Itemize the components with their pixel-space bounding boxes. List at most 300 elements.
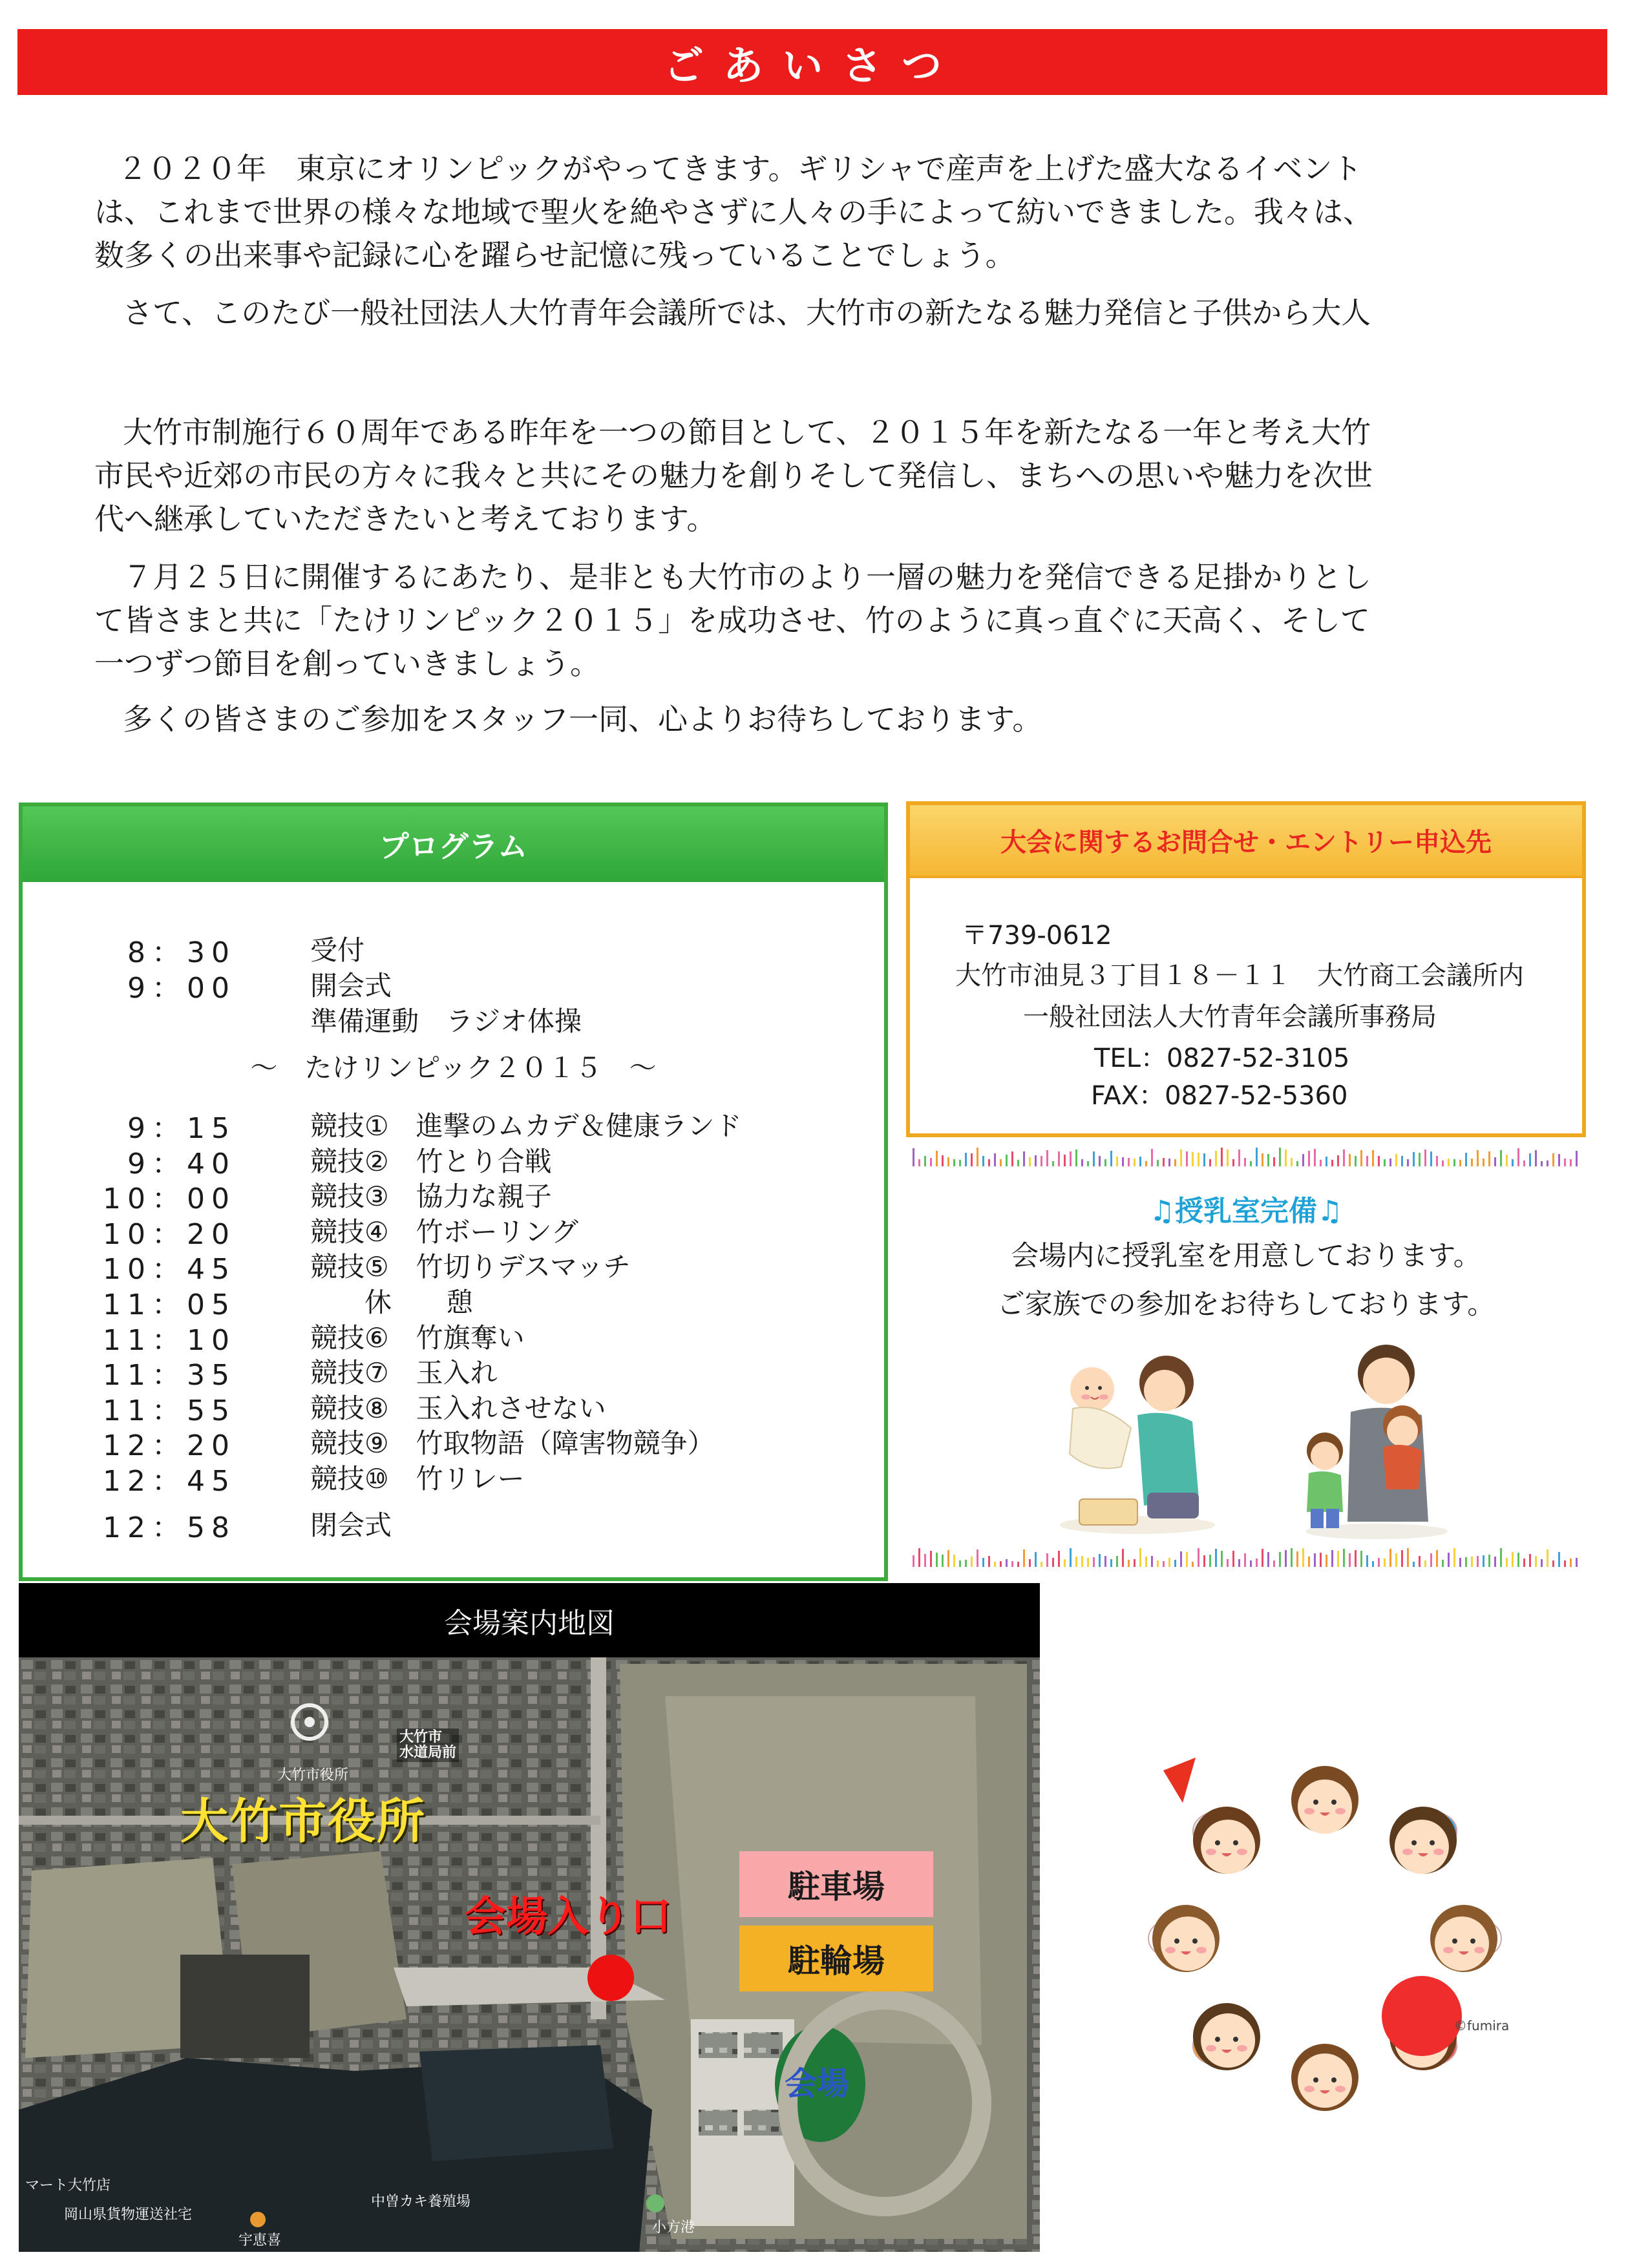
decorative-dash bbox=[1302, 1548, 1304, 1567]
decorative-dash bbox=[1436, 1156, 1438, 1166]
decorative-dash bbox=[1541, 1559, 1543, 1567]
decorative-dash bbox=[1128, 1158, 1130, 1166]
decorative-dash bbox=[1523, 1160, 1525, 1166]
decorative-dash bbox=[1198, 1548, 1199, 1567]
decorative-dash bbox=[1285, 1150, 1287, 1166]
decorative-dash bbox=[1314, 1553, 1316, 1567]
decorative-dash bbox=[1058, 1151, 1060, 1166]
decorative-dash bbox=[1453, 1159, 1455, 1166]
decorative-dash bbox=[1070, 1151, 1072, 1166]
decorative-dash bbox=[977, 1148, 978, 1166]
decorative-dash bbox=[1075, 1150, 1077, 1166]
decorative-dash bbox=[1506, 1558, 1508, 1567]
decorative-dash bbox=[1052, 1161, 1054, 1166]
decorative-dash bbox=[1355, 1156, 1357, 1166]
program-event: 競技④ 竹ボーリング bbox=[310, 1215, 578, 1248]
decorative-dash bbox=[1523, 1559, 1525, 1567]
decorative-dash bbox=[1320, 1553, 1322, 1567]
decorative-dash bbox=[1424, 1150, 1426, 1166]
decorative-dash bbox=[1087, 1161, 1089, 1166]
decorative-dash bbox=[1308, 1557, 1310, 1567]
greeting-line: 一つずつ節目を創っていきましょう。 bbox=[94, 646, 600, 681]
decorative-dash bbox=[947, 1550, 949, 1567]
flag-icon bbox=[1163, 1758, 1196, 1803]
decorative-dash bbox=[1331, 1550, 1333, 1567]
decorative-dash bbox=[1023, 1549, 1025, 1567]
decorative-dash bbox=[1395, 1553, 1397, 1567]
decorative-dash bbox=[1081, 1159, 1083, 1166]
decorative-dash bbox=[982, 1558, 984, 1567]
map-small-label: 大竹市 水道局前 bbox=[397, 1728, 459, 1762]
decorative-dash bbox=[1134, 1159, 1136, 1166]
greeting-title: ごあいさつ bbox=[663, 41, 961, 89]
program-event: 競技⑧ 玉入れさせない bbox=[310, 1392, 606, 1424]
child-figure bbox=[1291, 1766, 1358, 1834]
decorative-dash bbox=[1215, 1151, 1217, 1166]
child-figure bbox=[1291, 2044, 1358, 2111]
decorative-dash bbox=[1198, 1153, 1199, 1166]
decorative-border-bottom bbox=[906, 1548, 1586, 1573]
contact-address: 大竹市油見３丁目１８－１１ 大竹商工会議所内 bbox=[955, 961, 1524, 991]
decorative-dash bbox=[971, 1557, 973, 1567]
decorative-dash bbox=[965, 1560, 967, 1567]
decorative-dash bbox=[1075, 1557, 1077, 1567]
nursing-room-line-2: ご家族での参加をお待ちしております。 bbox=[997, 1288, 1495, 1321]
decorative-dash bbox=[1407, 1548, 1409, 1567]
decorative-dash bbox=[1558, 1154, 1560, 1166]
decorative-dash bbox=[1285, 1550, 1287, 1567]
decorative-dash bbox=[1238, 1150, 1240, 1166]
decorative-dash bbox=[1209, 1159, 1211, 1166]
decorative-dash bbox=[947, 1157, 949, 1166]
decorative-dash bbox=[1320, 1160, 1322, 1166]
program-time: 12：58 bbox=[103, 1511, 236, 1544]
map-small-label: 中曽カキ養殖場 bbox=[371, 2194, 471, 2210]
child-figure bbox=[1193, 2003, 1260, 2070]
program-time: 11：35 bbox=[103, 1359, 236, 1392]
decorative-dash bbox=[1227, 1150, 1229, 1166]
decorative-dash bbox=[1517, 1148, 1519, 1166]
decorative-dash bbox=[1419, 1153, 1421, 1166]
decorative-dash bbox=[1186, 1552, 1188, 1567]
decorative-dash bbox=[1192, 1562, 1194, 1567]
decorative-dash bbox=[1064, 1559, 1066, 1567]
child-figure bbox=[1193, 1807, 1260, 1874]
decorative-dash bbox=[1110, 1559, 1112, 1567]
decorative-dash bbox=[1512, 1159, 1514, 1166]
program-time: 10：00 bbox=[103, 1182, 236, 1216]
program-event: 競技⑤ 竹切りデスマッチ bbox=[310, 1251, 631, 1283]
decorative-dash bbox=[1547, 1549, 1548, 1567]
decorative-dash bbox=[1087, 1558, 1089, 1567]
decorative-dash bbox=[1104, 1159, 1106, 1166]
decorative-dash bbox=[1058, 1551, 1060, 1567]
decorative-dash bbox=[1442, 1560, 1444, 1567]
decorative-dash bbox=[913, 1148, 914, 1166]
greeting-paragraph-5 bbox=[97, 698, 1042, 741]
decorative-dash bbox=[1389, 1159, 1391, 1166]
decorative-dash bbox=[1046, 1150, 1048, 1166]
child-figure bbox=[1148, 1905, 1220, 1972]
decorative-dash bbox=[1232, 1159, 1234, 1166]
program-event: 受付 bbox=[310, 934, 365, 966]
decorative-dash bbox=[1122, 1157, 1124, 1166]
decorative-dash bbox=[1488, 1555, 1490, 1567]
decorative-dash bbox=[1488, 1151, 1490, 1166]
map-label-entrance: 会場入り口 bbox=[465, 1893, 671, 1941]
decorative-dash bbox=[1017, 1160, 1019, 1166]
child-figure bbox=[1430, 1905, 1501, 1972]
decorative-dash bbox=[1570, 1159, 1572, 1166]
decorative-dash bbox=[1163, 1561, 1165, 1567]
decorative-dash bbox=[924, 1554, 926, 1567]
decorative-dash bbox=[1366, 1156, 1368, 1166]
decorative-dash bbox=[1174, 1560, 1176, 1567]
decorative-dash bbox=[1558, 1552, 1560, 1567]
program-time: 9：00 bbox=[127, 972, 236, 1005]
decorative-dash bbox=[1360, 1150, 1362, 1166]
decorative-dash bbox=[1157, 1560, 1159, 1567]
decorative-dash bbox=[1064, 1155, 1066, 1166]
contact-header bbox=[910, 805, 1582, 878]
map-label-venue: 会場 bbox=[785, 2065, 849, 2103]
program-event: 競技⑨ 竹取物語（障害物競争） bbox=[310, 1427, 715, 1460]
decorative-dash bbox=[1541, 1161, 1543, 1166]
decorative-dash bbox=[1099, 1554, 1101, 1567]
decorative-dash bbox=[924, 1156, 926, 1166]
decorative-dash bbox=[1000, 1561, 1002, 1567]
decorative-dash bbox=[1401, 1156, 1403, 1166]
decorative-dash bbox=[1494, 1157, 1496, 1166]
decorative-border-top bbox=[906, 1147, 1586, 1173]
decorative-dash bbox=[1535, 1150, 1537, 1166]
decorative-dash bbox=[1250, 1560, 1252, 1567]
decorative-dash bbox=[1000, 1159, 1002, 1166]
program-event: 閉会式 bbox=[310, 1509, 392, 1541]
decorative-dash bbox=[1186, 1151, 1188, 1166]
decorative-dash bbox=[988, 1159, 990, 1166]
decorative-dash bbox=[1465, 1557, 1467, 1567]
decorative-dash bbox=[1296, 1551, 1298, 1567]
decorative-dash bbox=[1151, 1149, 1153, 1166]
decorative-dash bbox=[1459, 1558, 1461, 1567]
decorative-dash bbox=[1168, 1159, 1170, 1166]
decorative-dash bbox=[1011, 1561, 1013, 1567]
decorative-dash bbox=[1529, 1554, 1531, 1567]
decorative-dash bbox=[942, 1155, 944, 1166]
program-time: 11：55 bbox=[103, 1394, 236, 1427]
decorative-dash bbox=[936, 1553, 938, 1567]
decorative-dash bbox=[1006, 1155, 1008, 1166]
decorative-dash bbox=[953, 1555, 955, 1567]
decorative-dash bbox=[1494, 1557, 1496, 1567]
program-event: 競技① 進撃のムカデ＆健康ランド bbox=[310, 1110, 742, 1142]
decorative-dash bbox=[1070, 1548, 1072, 1567]
decorative-dash bbox=[1262, 1153, 1263, 1166]
decorative-dash bbox=[1238, 1559, 1240, 1567]
program-time: 9：40 bbox=[127, 1147, 236, 1181]
decorative-dash bbox=[1413, 1152, 1415, 1166]
decorative-dash bbox=[1302, 1154, 1304, 1166]
program-event: 休 憩 bbox=[310, 1286, 474, 1318]
decorative-dash bbox=[1116, 1157, 1118, 1166]
decorative-dash bbox=[1157, 1160, 1159, 1166]
decorative-dash bbox=[1448, 1159, 1450, 1166]
decorative-dash bbox=[1041, 1156, 1042, 1166]
decorative-dash bbox=[1355, 1550, 1357, 1567]
decorative-dash bbox=[913, 1555, 914, 1567]
decorative-dash bbox=[1104, 1556, 1106, 1567]
program-time: 11：05 bbox=[103, 1288, 236, 1321]
map-small-label: 宇恵喜 bbox=[238, 2232, 282, 2249]
map-small-label: 大竹市役所 bbox=[277, 1767, 349, 1783]
ball-icon bbox=[1382, 1976, 1462, 2056]
child-figure bbox=[1389, 1807, 1457, 1874]
map-title: 会場案内地図 bbox=[444, 1606, 615, 1640]
decorative-dash bbox=[1093, 1151, 1095, 1166]
father-children-illustration bbox=[1286, 1328, 1467, 1541]
program-event: 競技③ 協力な親子 bbox=[310, 1181, 552, 1213]
decorative-dash bbox=[1465, 1153, 1467, 1166]
decorative-dash bbox=[988, 1556, 990, 1567]
program-event: 競技⑦ 玉入れ bbox=[310, 1357, 498, 1389]
map-header bbox=[19, 1583, 1040, 1657]
decorative-dash bbox=[1006, 1559, 1008, 1567]
decorative-dash bbox=[1547, 1160, 1548, 1166]
decorative-dash bbox=[1093, 1557, 1095, 1567]
decorative-dash bbox=[1378, 1156, 1380, 1166]
decorative-dash bbox=[1529, 1153, 1531, 1166]
program-event: 開会式 bbox=[310, 970, 392, 1002]
decorative-dash bbox=[1291, 1158, 1293, 1166]
greeting-paragraph-3 bbox=[94, 411, 1373, 541]
program-event: 競技② 竹とり合戦 bbox=[310, 1145, 552, 1177]
decorative-dash bbox=[1221, 1148, 1223, 1166]
decorative-dash bbox=[1139, 1157, 1141, 1166]
decorative-dash bbox=[1192, 1152, 1194, 1166]
decorative-dash bbox=[1343, 1549, 1345, 1567]
map-label-parking: 駐車場 bbox=[739, 1851, 933, 1917]
program-event: 競技⑩ 竹リレー bbox=[310, 1463, 525, 1495]
decorative-dash bbox=[1477, 1150, 1479, 1166]
decorative-dash bbox=[918, 1159, 920, 1166]
decorative-dash bbox=[1517, 1553, 1519, 1567]
decorative-dash bbox=[1279, 1148, 1281, 1166]
decorative-dash bbox=[1308, 1151, 1310, 1166]
program-time: 8：30 bbox=[127, 936, 236, 969]
greeting-paragraph-4 bbox=[94, 556, 1371, 686]
decorative-dash bbox=[1296, 1161, 1298, 1166]
decorative-dash bbox=[1506, 1155, 1508, 1166]
program-time: 10：45 bbox=[103, 1253, 236, 1286]
contact-title: 大会に関するお問合せ・エントリー申込先 bbox=[1000, 828, 1492, 857]
decorative-dash bbox=[994, 1153, 996, 1166]
decorative-dash bbox=[1227, 1559, 1229, 1567]
contact-tel: TEL：0827-52-3105 bbox=[1094, 1044, 1350, 1073]
decorative-dash bbox=[1128, 1560, 1130, 1567]
decorative-dash bbox=[1471, 1159, 1473, 1166]
greeting-paragraph-1 bbox=[88, 147, 1373, 277]
decorative-dash bbox=[1291, 1548, 1293, 1567]
decorative-dash bbox=[1209, 1555, 1211, 1567]
decorative-dash bbox=[1029, 1559, 1031, 1567]
children-circle-illustration bbox=[1118, 1732, 1532, 2145]
program-event: 準備運動 ラジオ体操 bbox=[310, 1005, 582, 1037]
decorative-dash bbox=[1221, 1551, 1223, 1567]
decorative-dash bbox=[1267, 1552, 1269, 1567]
program-time: 10：20 bbox=[103, 1217, 236, 1251]
nursing-room-line-1: 会場内に授乳室を用意しております。 bbox=[1011, 1240, 1481, 1272]
decorative-dash bbox=[1337, 1155, 1339, 1166]
decorative-dash bbox=[953, 1159, 955, 1166]
greeting-line: さて、このたび一般社団法人大竹青年会議所では、大竹市の新たなる魅力発信と子供から大人 bbox=[123, 295, 1371, 330]
decorative-dash bbox=[1552, 1560, 1554, 1567]
program-time: 12：45 bbox=[103, 1465, 236, 1498]
decorative-dash bbox=[1512, 1552, 1514, 1567]
greeting-line: は、これまで世界の様々な地域で聖火を絶やさずに人々の手によって紡いできました。我々は、 bbox=[94, 194, 1373, 229]
greeting-line: 大竹市制施行６０周年である昨年を一つの節目として、２０１５年を新たなる一年と考え大竹 bbox=[123, 415, 1371, 450]
decorative-dash bbox=[1424, 1560, 1426, 1567]
decorative-dash bbox=[1378, 1558, 1380, 1567]
decorative-dash bbox=[1273, 1157, 1275, 1166]
decorative-dash bbox=[1576, 1151, 1578, 1166]
decorative-dash bbox=[1256, 1148, 1258, 1166]
decorative-dash bbox=[1180, 1150, 1182, 1166]
program-title: プログラム bbox=[379, 828, 528, 864]
decorative-dash bbox=[1401, 1550, 1403, 1567]
decorative-dash bbox=[1250, 1161, 1252, 1166]
decorative-dash bbox=[1483, 1159, 1484, 1166]
decorative-dash bbox=[1384, 1559, 1386, 1567]
greeting-paragraph-2 bbox=[97, 291, 1371, 335]
map-small-label: 小方港 bbox=[652, 2220, 695, 2236]
greeting-line: 多くの皆さまのご参加をスタッフ一同、心よりお待ちしております。 bbox=[123, 702, 1042, 737]
decorative-dash bbox=[1430, 1553, 1432, 1567]
decorative-dash bbox=[1564, 1560, 1566, 1567]
mother-baby-illustration bbox=[1041, 1338, 1221, 1538]
decorative-dash bbox=[1145, 1161, 1147, 1166]
decorative-dash bbox=[1267, 1154, 1269, 1166]
decorative-dash bbox=[1232, 1551, 1234, 1567]
map-label-bicycle-parking: 駐輪場 bbox=[739, 1926, 933, 1991]
decorative-dash bbox=[1244, 1158, 1246, 1166]
decorative-dash bbox=[1139, 1548, 1141, 1567]
decorative-dash bbox=[1326, 1157, 1327, 1166]
decorative-dash bbox=[936, 1151, 938, 1166]
decorative-dash bbox=[1017, 1562, 1019, 1567]
decorative-dash bbox=[1256, 1559, 1258, 1567]
decorative-dash bbox=[994, 1562, 996, 1567]
decorative-dash bbox=[1023, 1151, 1025, 1166]
decorative-dash bbox=[1349, 1154, 1351, 1166]
decorative-dash bbox=[1203, 1153, 1205, 1166]
greeting-line: 数多くの出来事や記録に心を躍らせ記憶に残っていることでしょう。 bbox=[94, 238, 1015, 273]
program-time: 12：20 bbox=[103, 1429, 236, 1463]
nursing-room-title: ♫授乳室完備♫ bbox=[1149, 1195, 1343, 1228]
decorative-dash bbox=[1134, 1559, 1136, 1567]
illustration-copyright: ©fumira bbox=[1454, 2018, 1510, 2033]
program-box bbox=[19, 803, 888, 1581]
map-small-label: 岡山県貨物運送社宅 bbox=[64, 2207, 193, 2223]
greeting-line: ２０２０年 東京にオリンピックがやってきます。ギリシャで産声を上げた盛大なるイベント bbox=[88, 151, 1362, 186]
decorative-dash bbox=[1110, 1151, 1112, 1166]
map-label-city-hall: 大竹市役所 bbox=[180, 1794, 426, 1849]
decorative-dash bbox=[1029, 1157, 1031, 1166]
decorative-dash bbox=[1413, 1562, 1415, 1567]
venue-map bbox=[19, 1657, 1040, 2252]
decorative-dash bbox=[1384, 1159, 1386, 1166]
decorative-dash bbox=[982, 1156, 984, 1166]
decorative-dash bbox=[942, 1555, 944, 1567]
decorative-dash bbox=[1477, 1556, 1479, 1567]
decorative-dash bbox=[1326, 1555, 1327, 1567]
decorative-dash bbox=[1430, 1151, 1432, 1166]
entrance-marker bbox=[587, 1955, 634, 2001]
decorative-dash bbox=[1372, 1150, 1374, 1166]
decorative-dash bbox=[1215, 1549, 1217, 1567]
decorative-dash bbox=[1145, 1557, 1147, 1567]
decorative-dash bbox=[1366, 1555, 1368, 1567]
decorative-dash bbox=[1576, 1558, 1578, 1567]
decorative-dash bbox=[1116, 1556, 1118, 1567]
decorative-dash bbox=[1151, 1556, 1153, 1567]
contact-postal: 〒739-0612 bbox=[962, 921, 1112, 950]
decorative-dash bbox=[1360, 1551, 1362, 1567]
decorative-dash bbox=[1174, 1159, 1176, 1166]
decorative-dash bbox=[1041, 1562, 1042, 1567]
decorative-dash bbox=[930, 1158, 932, 1166]
decorative-dash bbox=[1535, 1556, 1537, 1567]
decorative-dash bbox=[1343, 1150, 1345, 1166]
program-time: 9：15 bbox=[127, 1112, 236, 1145]
decorative-dash bbox=[1273, 1560, 1275, 1567]
program-header bbox=[23, 806, 884, 882]
decorative-dash bbox=[1314, 1149, 1316, 1166]
decorative-dash bbox=[1419, 1556, 1421, 1567]
program-time: 11：10 bbox=[103, 1323, 236, 1357]
decorative-dash bbox=[1500, 1150, 1502, 1166]
decorative-dash bbox=[959, 1160, 961, 1166]
decorative-dash bbox=[971, 1153, 973, 1166]
decorative-dash bbox=[959, 1560, 961, 1567]
contact-box bbox=[906, 801, 1586, 1137]
decorative-dash bbox=[1564, 1159, 1566, 1166]
decorative-dash bbox=[965, 1153, 967, 1166]
contact-org: 一般社団法人大竹青年会議所事務局 bbox=[1023, 1002, 1437, 1032]
greeting-header-bar bbox=[17, 29, 1607, 95]
decorative-dash bbox=[1337, 1551, 1339, 1567]
program-subtitle: ～ たけリンピック２０１５ ～ bbox=[250, 1052, 657, 1084]
decorative-dash bbox=[1035, 1552, 1037, 1567]
decorative-dash bbox=[1389, 1549, 1391, 1567]
greeting-line: 代へ継承していただきたいと考えております。 bbox=[94, 501, 717, 536]
decorative-dash bbox=[1081, 1556, 1083, 1567]
decorative-dash bbox=[1180, 1551, 1182, 1567]
map-small-label: マート大竹店 bbox=[25, 2178, 111, 2194]
decorative-dash bbox=[1448, 1553, 1450, 1567]
greeting-line: 市民や近郊の市民の方々に我々と共にその魅力を創りそして発信し、まちへの思いや魅力を次世 bbox=[94, 458, 1373, 493]
decorative-dash bbox=[1442, 1160, 1444, 1166]
greeting-line: て皆さまと共に「たけリンピック２０１５」を成功させ、竹のように真っ直ぐに天高く、そして bbox=[94, 603, 1370, 638]
decorative-dash bbox=[1203, 1555, 1205, 1567]
decorative-dash bbox=[1099, 1156, 1101, 1166]
decorative-dash bbox=[1168, 1558, 1170, 1567]
decorative-dash bbox=[1279, 1552, 1281, 1567]
decorative-dash bbox=[977, 1549, 978, 1567]
decorative-dash bbox=[1035, 1155, 1037, 1166]
decorative-dash bbox=[1244, 1553, 1246, 1567]
decorative-dash bbox=[1552, 1153, 1554, 1166]
